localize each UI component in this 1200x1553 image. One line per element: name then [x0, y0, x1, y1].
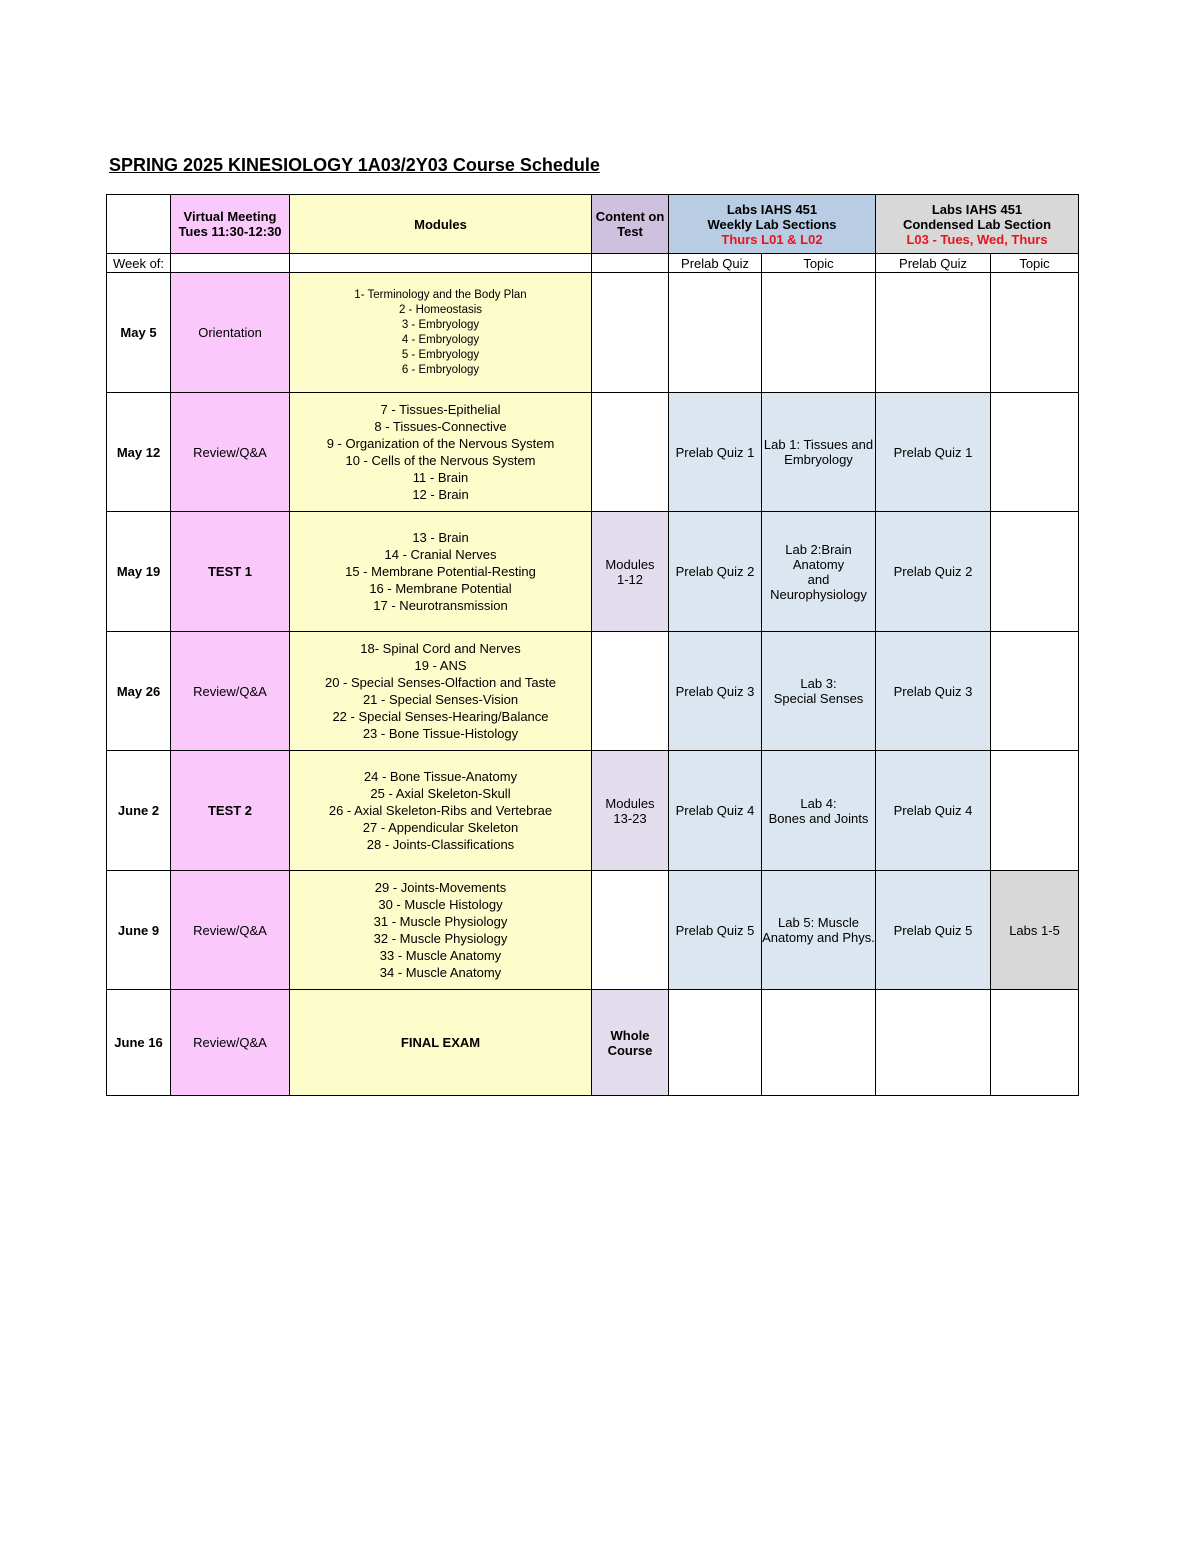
module-item: 15 - Membrane Potential-Resting	[345, 564, 536, 579]
meeting-cell: TEST 2	[171, 751, 290, 871]
weekly-prelab-quiz-label: Prelab Quiz	[669, 254, 762, 273]
condensed-quiz-cell: Prelab Quiz 1	[876, 393, 991, 512]
content-cell: Modules 1-12	[592, 512, 669, 632]
weekly-topic-cell: Lab 2:Brain Anatomy and Neurophysiology	[762, 512, 876, 632]
weekly-topic-cell	[762, 273, 876, 393]
content-cell	[592, 393, 669, 512]
content-cell	[592, 273, 669, 393]
module-item: 30 - Muscle Histology	[378, 897, 503, 912]
condensed-labs-header: Labs IAHS 451 Condensed Lab Section L03 - Tues, Wed, Thurs	[876, 195, 1079, 254]
condensed-topic-label: Topic	[991, 254, 1079, 273]
module-item: 12 - Brain	[412, 487, 469, 502]
modules-cell	[290, 273, 592, 393]
week-cell: May 5	[107, 273, 171, 393]
meeting-cell: Review/Q&A	[171, 990, 290, 1096]
subheader-blank	[171, 254, 290, 273]
module-item: 31 - Muscle Physiology	[373, 914, 508, 929]
module-item: 19 - ANS	[414, 658, 467, 673]
module-item: 4 - Embryology	[401, 333, 480, 346]
modules-cell	[290, 393, 592, 512]
weekly-quiz-cell: Prelab Quiz 4	[669, 751, 762, 871]
week-cell: May 12	[107, 393, 171, 512]
weekly-quiz-cell: Prelab Quiz 3	[669, 632, 762, 751]
week-cell: May 26	[107, 632, 171, 751]
module-item: 13 - Brain	[412, 530, 469, 545]
content-cell: Modules 13-23	[592, 751, 669, 871]
condensed-quiz-cell: Prelab Quiz 4	[876, 751, 991, 871]
module-item: 5 - Embryology	[401, 348, 480, 361]
condensed-prelab-quiz-label: Prelab Quiz	[876, 254, 991, 273]
table-row	[107, 871, 1079, 990]
weekly-topic-label: Topic	[762, 254, 876, 273]
weekly-topic-cell	[762, 990, 876, 1096]
table-row	[107, 632, 1079, 751]
condensed-topic-cell	[991, 751, 1079, 871]
module-item: 18- Spinal Cord and Nerves	[360, 641, 521, 656]
meeting-cell: Review/Q&A	[171, 871, 290, 990]
condensed-quiz-cell: Prelab Quiz 2	[876, 512, 991, 632]
module-item: 14 - Cranial Nerves	[384, 547, 497, 562]
module-item: 1- Terminology and the Body Plan	[354, 288, 527, 301]
weekly-topic-cell: Lab 4: Bones and Joints	[762, 751, 876, 871]
subheader-row	[107, 254, 1079, 273]
module-item: 23 - Bone Tissue-Histology	[362, 726, 519, 741]
condensed-topic-cell: Labs 1-5	[991, 871, 1079, 990]
module-item: 6 - Embryology	[401, 363, 480, 376]
module-item: 34 - Muscle Anatomy	[379, 965, 502, 980]
weekly-topic-cell: Lab 1: Tissues and Embryology	[762, 393, 876, 512]
weekly-quiz-cell: Prelab Quiz 5	[669, 871, 762, 990]
condensed-topic-cell	[991, 393, 1079, 512]
module-item: 17 - Neurotransmission	[373, 598, 508, 613]
week-cell: May 19	[107, 512, 171, 632]
weekly-quiz-cell: Prelab Quiz 1	[669, 393, 762, 512]
weekly-topic-cell: Lab 5: Muscle Anatomy and Phys.	[762, 871, 876, 990]
header-row	[107, 195, 1079, 254]
condensed-quiz-cell: Prelab Quiz 5	[876, 871, 991, 990]
module-item: 25 - Axial Skeleton-Skull	[370, 786, 511, 801]
content-cell: Whole Course	[592, 990, 669, 1096]
module-item: 11 - Brain	[412, 470, 469, 485]
weekly-quiz-cell: Prelab Quiz 2	[669, 512, 762, 632]
modules-cell	[290, 871, 592, 990]
module-item: 3 - Embryology	[401, 318, 480, 331]
week-cell: June 2	[107, 751, 171, 871]
condensed-topic-cell	[991, 273, 1079, 393]
modules-header: Modules	[290, 195, 592, 254]
table-row	[107, 512, 1079, 632]
final-exam-cell: FINAL EXAM	[290, 990, 592, 1096]
module-item: 21 - Special Senses-Vision	[362, 692, 519, 707]
condensed-topic-cell	[991, 512, 1079, 632]
content-cell	[592, 871, 669, 990]
weekly-quiz-cell	[669, 273, 762, 393]
module-item: 22 - Special Senses-Hearing/Balance	[332, 709, 549, 724]
module-item: 16 - Membrane Potential	[369, 581, 512, 596]
module-item: 32 - Muscle Physiology	[373, 931, 508, 946]
meeting-cell: Review/Q&A	[171, 632, 290, 751]
module-item: 27 - Appendicular Skeleton	[362, 820, 519, 835]
content-cell	[592, 632, 669, 751]
meeting-cell: TEST 1	[171, 512, 290, 632]
header-blank-cell	[107, 195, 171, 254]
virtual-meeting-header: Virtual Meeting Tues 11:30-12:30	[171, 195, 290, 254]
module-item: 33 - Muscle Anatomy	[379, 948, 502, 963]
week-of-label: Week of:	[107, 254, 171, 273]
module-item: 20 - Special Senses-Olfaction and Taste	[324, 675, 556, 690]
condensed-quiz-cell	[876, 990, 991, 1096]
condensed-quiz-cell: Prelab Quiz 3	[876, 632, 991, 751]
module-item: 24 - Bone Tissue-Anatomy	[363, 769, 518, 784]
modules-cell	[290, 751, 592, 871]
module-item: 28 - Joints-Classifications	[366, 837, 515, 852]
weekly-quiz-cell	[669, 990, 762, 1096]
condensed-topic-cell	[991, 990, 1079, 1096]
subheader-blank	[290, 254, 592, 273]
week-cell: June 9	[107, 871, 171, 990]
subheader-blank	[592, 254, 669, 273]
table-row	[107, 990, 1079, 1096]
modules-cell	[290, 512, 592, 632]
module-item: 2 - Homeostasis	[398, 303, 483, 316]
page-title: SPRING 2025 KINESIOLOGY 1A03/2Y03 Course Schedule	[109, 155, 600, 175]
table-row	[107, 273, 1079, 393]
module-item: 7 - Tissues-Epithelial	[380, 402, 501, 417]
module-item: 26 - Axial Skeleton-Ribs and Vertebrae	[328, 803, 553, 818]
meeting-cell: Review/Q&A	[171, 393, 290, 512]
weekly-topic-cell: Lab 3: Special Senses	[762, 632, 876, 751]
module-item: 10 - Cells of the Nervous System	[345, 453, 536, 468]
table-row	[107, 751, 1079, 871]
course-schedule-table	[106, 194, 1079, 1096]
table-row	[107, 393, 1079, 512]
module-item: 9 - Organization of the Nervous System	[326, 436, 555, 451]
content-on-test-header: Content on Test	[592, 195, 669, 254]
condensed-topic-cell	[991, 632, 1079, 751]
week-cell: June 16	[107, 990, 171, 1096]
weekly-labs-header: Labs IAHS 451 Weekly Lab Sections Thurs L01 & L02	[669, 195, 876, 254]
module-item: 8 - Tissues-Connective	[374, 419, 507, 434]
modules-cell	[290, 632, 592, 751]
module-item: 29 - Joints-Movements	[374, 880, 507, 895]
meeting-cell: Orientation	[171, 273, 290, 393]
condensed-quiz-cell	[876, 273, 991, 393]
